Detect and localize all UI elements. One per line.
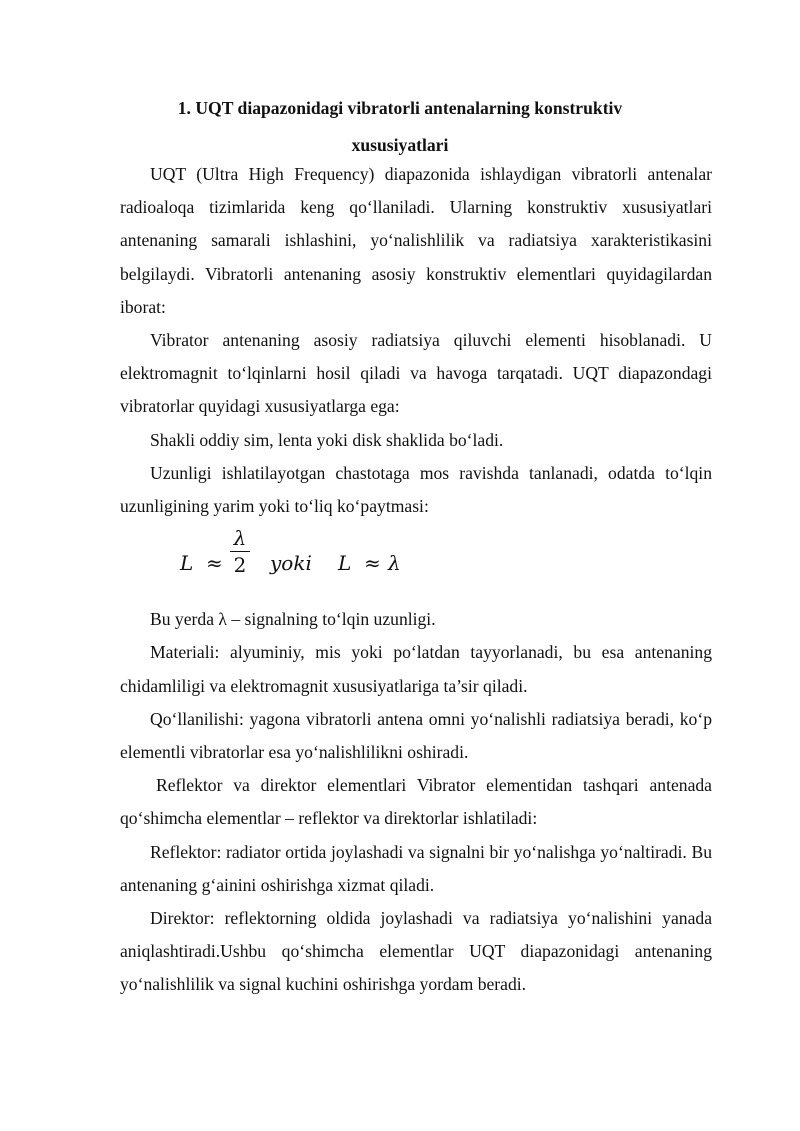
paragraph-length: Uzunligi ishlatilayotgan chastotaga mos ravishda tanlanadi, odatda to‘lqin uzunligining yarim yoki to‘liq ko‘paytmasi:	[120, 462, 712, 517]
section-title-line-2: xususiyatlari	[351, 135, 449, 155]
paragraph-usage: Qo‘llanilishi: yagona vibratorli antena omni yo‘nalishli radiatsiya beradi, ko‘p elementli vibratorlar esa yo‘nalishlilikni oshiradi.	[120, 708, 712, 763]
formula-denominator: 2	[233, 553, 247, 578]
paragraph-vibrator: Vibrator antenaning asosiy radiatsiya qiluvchi elementi hisoblanadi. U elektromagnit to‘lqinlarni hosil qiladi va havoga tarqatadi. UQT diapazondagi vibratorlar quyidagi xususiyatlarga ega:	[120, 330, 712, 417]
formula-rhs-2: λ	[388, 551, 401, 576]
document-body	[120, 158, 712, 1002]
paragraph-material: Materiali: alyuminiy, mis yoki po‘latdan tayyorlanadi, bu esa antenaning chidamliligi va elektromagnit xususiyatlariga ta’sir qiladi.	[120, 642, 712, 696]
formula-fraction-bar	[230, 551, 250, 552]
section-title-line-1: 1. UQT diapazonidagi vibratorli antenalarning konstruktiv	[177, 98, 623, 118]
formula-lhs-1: L	[180, 551, 194, 576]
paragraph-reflector-director: Reflektor va direktor elementlari Vibrator elementidan tashqari antenada qo‘shimcha elementlar – reflektor va direktorlar ishlatiladi:	[120, 775, 712, 829]
paragraph-reflector: Reflektor: radiator ortida joylashadi va signalni bir yo‘nalishga yo‘naltiradi. Bu antenaning g‘ainini oshirishga xizmat qiladi.	[120, 841, 712, 895]
formula-conjunction: yoki	[270, 551, 312, 576]
formula-numerator: λ	[233, 526, 247, 551]
formula-approx-1: ≈	[206, 551, 223, 576]
formula-lhs-2: L	[338, 551, 352, 576]
paragraph-lambda: Bu yerda λ – signalning to‘lqin uzunligi.	[150, 609, 436, 630]
length-formula	[120, 523, 712, 603]
paragraph-director: Direktor: reflektorning oldida joylashadi va radiatsiya yo‘nalishini yanada aniqlashtiradi.Ushbu qo‘shimcha elementlar UQT diapazonidagi antenaning yo‘nalishlilik va signal kuchini oshirishga yordam beradi.	[120, 908, 712, 995]
formula-approx-2: ≈	[364, 551, 381, 576]
formula-fraction	[230, 527, 250, 576]
paragraph-intro: UQT (Ultra High Frequency) diapazonida ishlaydigan vibratorli antenalar radioaloqa tizimlarida keng qo‘llaniladi. Ularning konstruktiv xususiyatlari antenaning samarali ishlashini, yo‘nalishlilik va radiatsiya xarakteristikasini belgilaydi. Vibratorli antenaning asosiy konstruktiv elementlari quyidagilardan iborat:	[120, 164, 712, 317]
paragraph-shape: Shakli oddiy sim, lenta yoki disk shaklida bo‘ladi.	[150, 429, 504, 450]
